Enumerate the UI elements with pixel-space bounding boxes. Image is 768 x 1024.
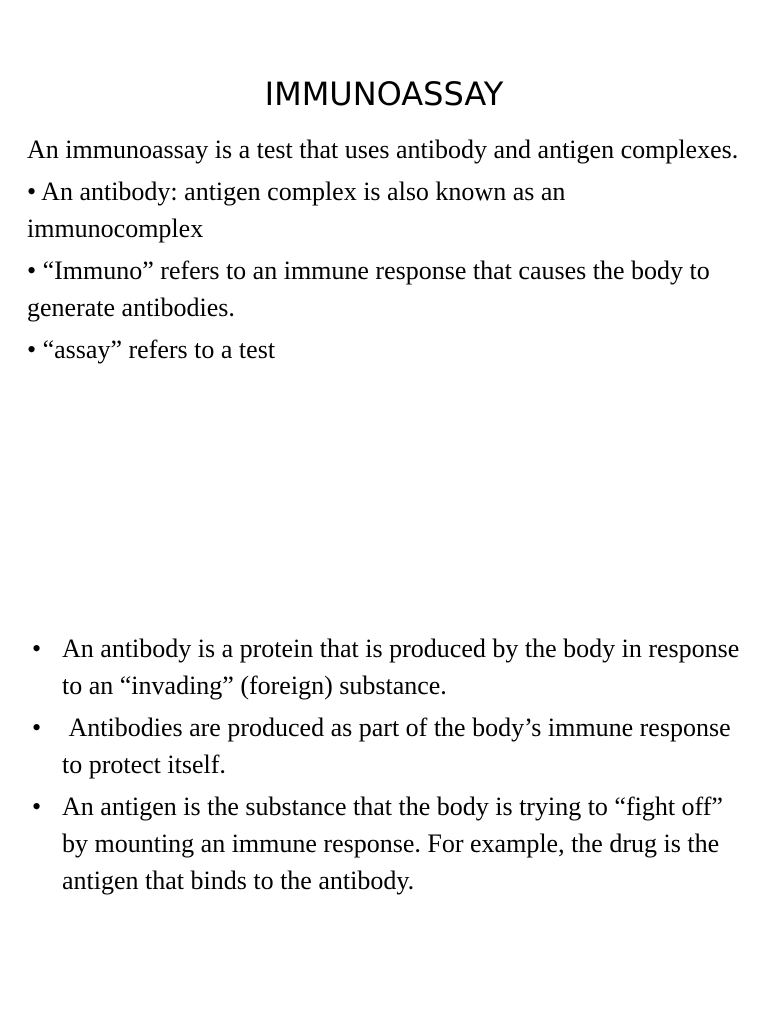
assay-paragraph: • “assay” refers to a test [27, 335, 276, 364]
intro-text-block [27, 131, 747, 373]
definition-paragraph: An immunoassay is a test that uses antibody and antigen complexes. [27, 135, 739, 164]
bullet-icon: • [32, 634, 42, 663]
list-item [27, 709, 742, 783]
list-item-text: An antibody is a protein that is produced by the body in response to an “invading” (foreign) substance. [62, 634, 740, 700]
list-item [27, 630, 742, 704]
list-item [27, 788, 742, 899]
bullet-list [27, 630, 742, 904]
list-item-text: An antigen is the substance that the body is trying to “fight off” by mounting an immune response. For example, the drug is the antigen that binds to the antibody. [62, 792, 723, 895]
slide-title: IMMUNOASSAY [264, 75, 504, 113]
immuno-paragraph: • “Immuno” refers to an immune response that causes the body to generate antibodies. [27, 256, 710, 322]
bullet-icon: • [32, 792, 42, 821]
immunocomplex-paragraph: • An antibody: antigen complex is also known as an immunocomplex [27, 177, 566, 243]
list-item-text: Antibodies are produced as part of the body’s immune response to protect itself. [62, 713, 738, 779]
bullet-icon: • [32, 713, 42, 742]
